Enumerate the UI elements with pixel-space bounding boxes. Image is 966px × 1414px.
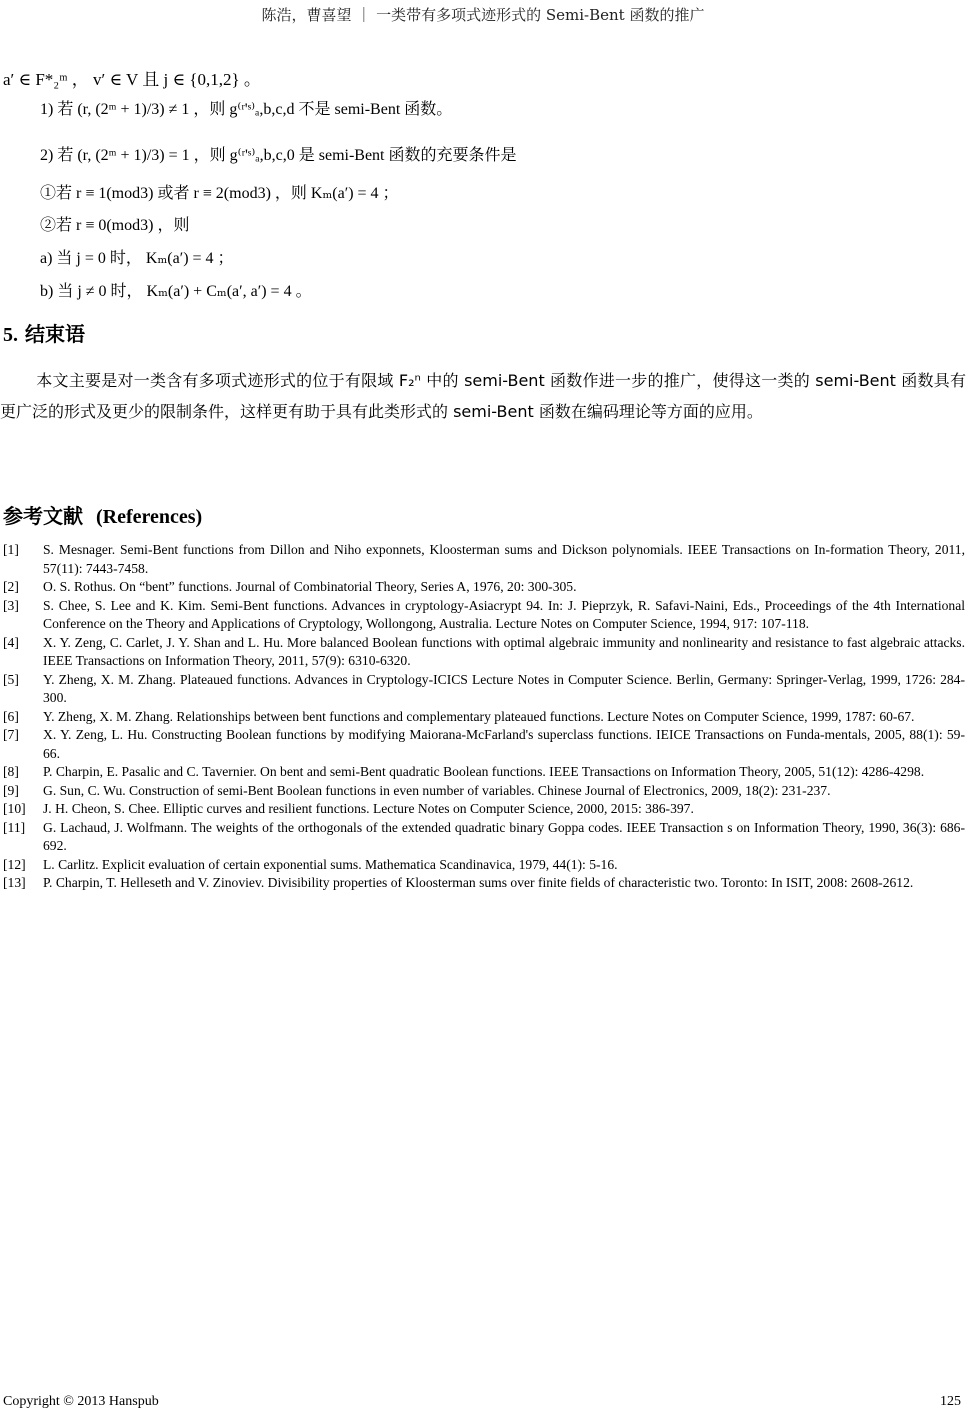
- section-heading: [3, 318, 85, 347]
- reference-item: [3, 763, 965, 782]
- references-heading: [3, 500, 202, 529]
- theorem-subcase-2a: a) 当 j = 0 时， Kₘ(a′) = 4 ；: [40, 250, 234, 267]
- reference-item: [3, 708, 965, 727]
- reference-number: [9]: [3, 782, 19, 798]
- reference-text: Y. Zheng, X. M. Zhang. Relationships between bent functions and complementary plateaued functions. Lecture Notes on Computer Science, 1999, 1787: 60-67.: [43, 708, 915, 724]
- reference-item: [3, 541, 965, 578]
- references-title-cn: 参考文献: [3, 504, 83, 528]
- reference-number: [3]: [3, 597, 19, 613]
- theorem-subcase-2b: b) 当 j ≠ 0 时， Kₘ(a′) + Cₘ(a′, a′) = 4 。: [40, 283, 312, 300]
- reference-text: Y. Zheng, X. M. Zhang. Plateaued functions. Advances in Cryptology-ICICS Lecture Notes in Computer Science. Berlin, Germany: Springer-Verlag, 1999, 1726: 284-300.: [43, 671, 965, 705]
- conclusion-paragraph: [0, 365, 966, 427]
- reference-text: S. Mesnager. Semi-Bent functions from Dillon and Niho exponnets, Kloosterman sums and Dickson polynomials. IEEE Transactions on In-formation Theory, 2011, 57(11): 7443-7458.: [43, 542, 965, 576]
- reference-number: [5]: [3, 671, 19, 687]
- running-header: 陈浩，曹喜望 ｜ 一类带有多项式迹形式的 Semi-Bent 函数的推广: [261, 6, 705, 24]
- reference-number: [7]: [3, 727, 19, 742]
- theorem-case-1: 1) 若 (r, (2ᵐ + 1)/3) ≠ 1 ，则 g⁽ʳ'ˢ⁾ₐ,b,c,d 不是 semi-Bent 函数。: [40, 101, 453, 118]
- reference-item: [3, 856, 965, 875]
- theorem-case-2: 2) 若 (r, (2ᵐ + 1)/3) = 1 ，则 g⁽ʳ'ˢ⁾ₐ,b,c,0 是 semi-Bent 函数的充要条件是: [40, 147, 517, 164]
- reference-number: [10]: [3, 801, 26, 816]
- reference-item: [3, 597, 965, 634]
- footer-page-number: 125: [940, 1394, 961, 1409]
- reference-number: [8]: [3, 764, 19, 779]
- reference-text: S. Chee, S. Lee and K. Kim. Semi-Bent functions. Advances in cryptology-Asiacrypt 94. In: J. Pieprzyk, R. Safavi-Naini, Eds., Proceedings of the 4th International Conference on the Theory and Applications of Cryptology, Wollongong, Australia. Lecture Notes on Computer Science, 1994, 917: 107-118.: [43, 597, 965, 631]
- references-title-en: (References): [95, 506, 203, 528]
- section-number: 5.: [3, 324, 18, 346]
- footer-copyright: Copyright © 2013 Hanspub: [3, 1394, 159, 1409]
- theorem-subcase-2: ②若 r ≡ 0(mod3) ，则: [40, 217, 190, 234]
- reference-item: [3, 634, 965, 671]
- reference-item: [3, 671, 965, 708]
- reference-text: G. Sun, C. Wu. Construction of semi-Bent Boolean functions in even number of variables. Chinese Journal of Electronics, 2009, 18(2): 231-237.: [43, 782, 831, 798]
- reference-item: [3, 800, 965, 819]
- reference-item: [3, 782, 965, 801]
- section-title: 结束语: [24, 322, 85, 346]
- reference-text: P. Charpin, T. Helleseth and V. Zinoviev. Divisibility properties of Kloosterman sums over finite fields of characteristic two. Toronto: In ISIT, 2008: 2608-2612.: [43, 875, 914, 890]
- reference-number: [12]: [3, 856, 26, 872]
- conclusion-text: 本文主要是对一类含有多项式迹形式的位于有限域 F₂ⁿ 中的 semi-Bent 函数作进一步的推广，使得这一类的 semi-Bent 函数具有更广泛的形式及更少的限制条件，这样更有助于具有此类形式的 semi-Bent 函数在编码理论等方面的应用。: [0, 371, 966, 421]
- reference-text: P. Charpin, E. Pasalic and C. Tavernier. On bent and semi-Bent quadratic Boolean functions. IEEE Transactions on Information Theory, 2005, 51(12): 4286-4298.: [43, 764, 925, 779]
- reference-number: [1]: [3, 542, 19, 557]
- reference-number: [13]: [3, 875, 26, 890]
- reference-number: [11]: [3, 819, 26, 835]
- theorem-subcase-1: ①若 r ≡ 1(mod3) 或者 r ≡ 2(mod3) ，则 Kₘ(a′) = 4 ；: [40, 185, 399, 202]
- theorem-condition-line: a′ ∈ F*₂ᵐ ， v′ ∈ V 且 j ∈ {0,1,2} 。: [3, 70, 261, 89]
- reference-item: [3, 819, 965, 856]
- reference-list: [3, 541, 965, 893]
- reference-text: L. Carlitz. Explicit evaluation of certain exponential sums. Mathematica Scandinavica, 1979, 44(1): 5-16.: [43, 856, 618, 872]
- reference-item: [3, 726, 965, 763]
- reference-text: O. S. Rothus. On “bent” functions. Journal of Combinatorial Theory, Series A, 1976, 20: 300-305.: [43, 579, 577, 594]
- reference-number: [6]: [3, 708, 19, 724]
- reference-item: [3, 578, 965, 597]
- reference-number: [2]: [3, 579, 19, 594]
- reference-text: G. Lachaud, J. Wolfmann. The weights of the orthogonals of the extended quadratic binary Goppa codes. IEEE Transaction s on Information Theory, 1990, 36(3): 686-692.: [43, 819, 965, 853]
- reference-text: X. Y. Zeng, L. Hu. Constructing Boolean functions by modifying Maiorana-McFarland's superclass functions. IEICE Transactions on Funda-mentals, 2005, 88(1): 59-66.: [43, 727, 965, 761]
- reference-text: J. H. Cheon, S. Chee. Elliptic curves and resilient functions. Lecture Notes on Computer Science, 2000, 2015: 386-397.: [43, 801, 694, 816]
- reference-item: [3, 874, 965, 893]
- reference-text: X. Y. Zeng, C. Carlet, J. Y. Shan and L. Hu. More balanced Boolean functions with optimal algebraic immunity and nonlinearity and resistance to fast algebraic attacks. IEEE Transactions on Information Theory, 2011, 57(9): 6310-6320.: [43, 634, 965, 668]
- reference-number: [4]: [3, 634, 19, 650]
